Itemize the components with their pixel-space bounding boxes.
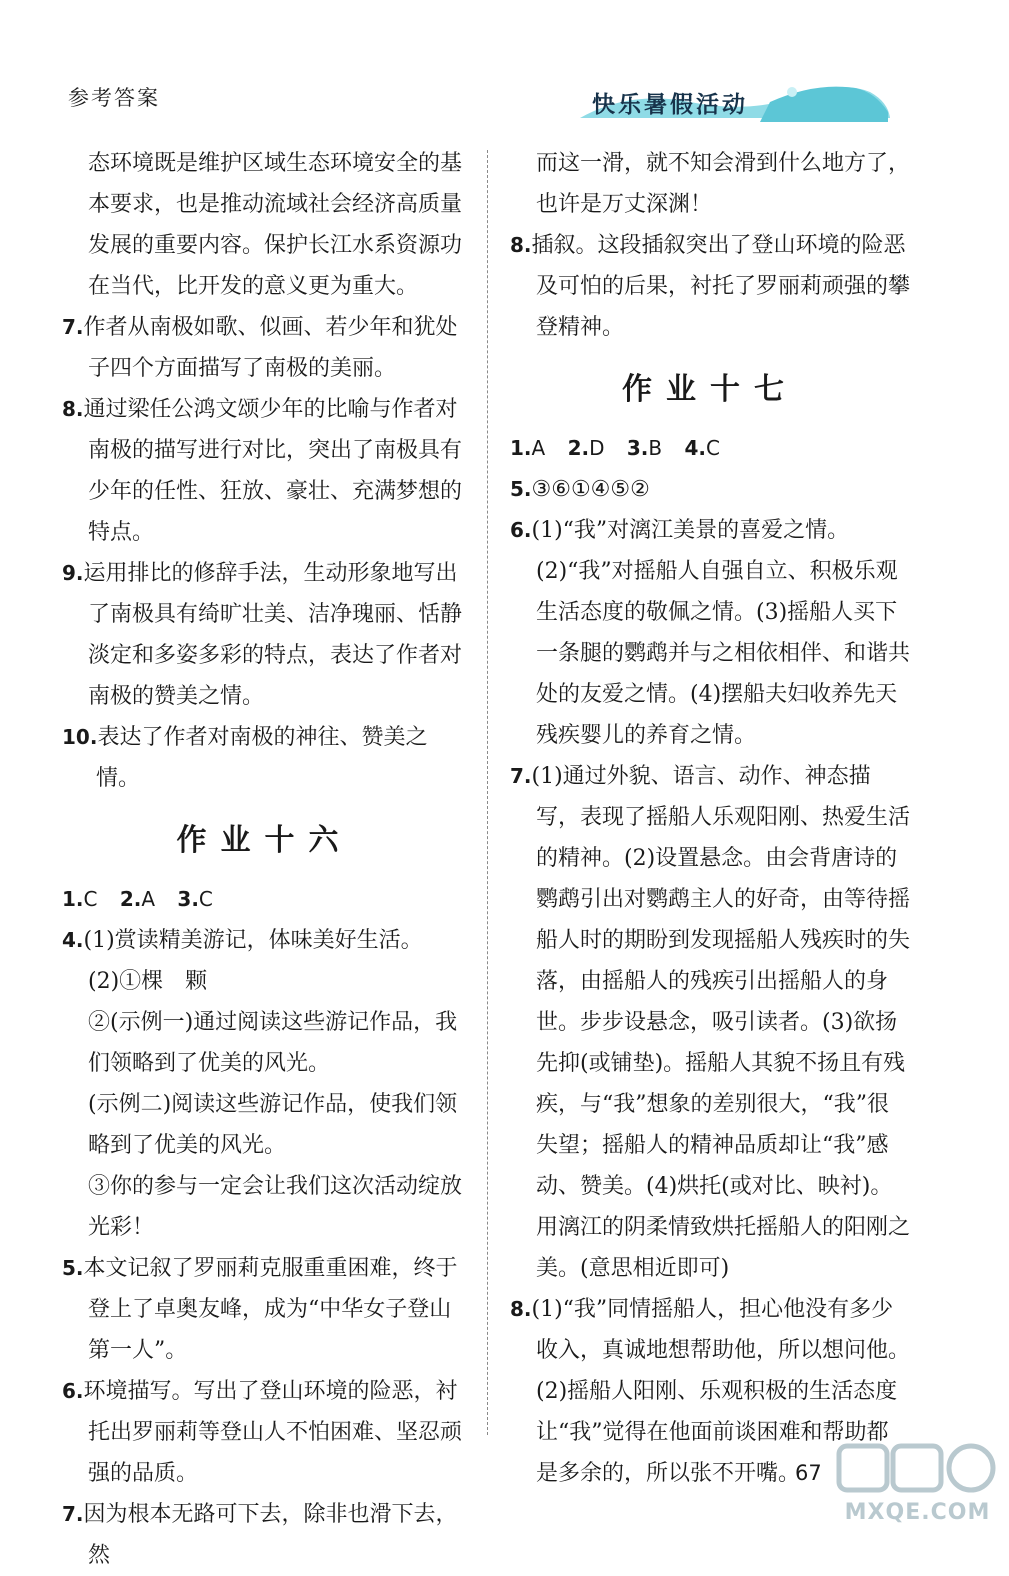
answer-choice: C	[198, 887, 213, 911]
answer-choice: D	[589, 436, 605, 460]
answer-text: 表达了作者对南极的神往、赞美之情。	[96, 725, 428, 791]
answer-number: 5.	[510, 477, 532, 501]
answer-number: 1.	[62, 887, 84, 911]
watermark-badge-icon	[835, 1440, 1000, 1500]
answer-16-8	[510, 225, 910, 348]
answer-text: 通过梁任公鸿文颂少年的比喻与作者对南极的描写进行对比，突出了南极具有少年的任性、狂放、豪壮、充满梦想的特点。	[83, 397, 463, 545]
header-banner	[570, 72, 900, 132]
watermark-logo	[835, 1440, 1000, 1532]
left-column	[62, 143, 467, 1576]
answer-text: 运用排比的修辞手法，生动形象地写出了南极具有绮旷壮美、洁净瑰丽、恬静淡定和多姿多彩的特点，表达了作者对南极的赞美之情。	[83, 561, 463, 709]
answer-text: ③⑥①④⑤②	[531, 477, 650, 502]
answer-16-4-part5: ③你的参与一定会让我们这次活动绽放光彩！	[88, 1174, 463, 1240]
answer-choice: B	[648, 436, 663, 460]
answer-choice: A	[531, 436, 546, 460]
answer-10	[62, 717, 467, 799]
answer-number: 10.	[62, 725, 98, 749]
answer-number: 8.	[62, 397, 84, 421]
answer-7	[62, 307, 467, 389]
answer-text: (1)赏读精美游记，体味美好生活。	[83, 928, 423, 953]
answer-text: 作者从南极如歌、似画、若少年和犹处子四个方面描写了南极的美丽。	[83, 315, 458, 381]
answer-number: 4.	[62, 928, 84, 952]
section-title-17: 作业十七	[622, 372, 798, 407]
answer-text: 插叙。这段插叙突出了登山环境的险恶及可怕的后果，衬托了罗丽莉顽强的攀登精神。	[531, 233, 911, 340]
answer-16-4-part3: ②(示例一)通过阅读这些游记作品，我们领略到了优美的风光。	[88, 1010, 458, 1076]
header-left-title: 参考答案	[68, 86, 160, 110]
answer-16-7	[62, 1494, 467, 1576]
banner-title: 快乐暑假活动	[592, 92, 748, 118]
answer-text: (1)“我”对漓江美景的喜爱之情。(2)“我”对摇船人自强自立、积极乐观生活态度的敬佩之情。(3)摇船人买下一条腿的鹦鹉并与之相依相伴、和谐共处的友爱之情。(4)摆船夫妇收养先天残疾婴儿的养育之情。	[531, 518, 911, 748]
answer-17-6	[510, 510, 910, 756]
answer-text: (1)通过外貌、语言、动作、神态描写，表现了摇船人乐观阳刚、热爱生活的精神。(2)设置悬念。由会背唐诗的鹦鹉引出对鹦鹉主人的好奇，由等待摇船人时的期盼到发现摇船人残疾时的失落，由摇船人的残疾引出摇船人的身世。步步设悬念，吸引读者。(3)欲扬先抑(或铺垫)。摇船人其貌不扬且有残疾，与“我”想象的差别很大，“我”很失望；摇船人的精神品质却让“我”感动、赞美。(4)烘托(或对比、映衬)。用漓江的阴柔情致烘托摇船人的阳刚之美。(意思相近即可)	[531, 764, 911, 1281]
column-divider	[487, 150, 488, 1435]
answer-number: 5.	[62, 1256, 84, 1280]
answer-16-5	[62, 1248, 467, 1371]
mc-answers-16	[62, 879, 467, 920]
answer-number: 3.	[626, 436, 649, 460]
answer-choice: C	[705, 436, 720, 460]
right-column	[510, 143, 910, 1494]
answer-16-6	[62, 1371, 467, 1494]
section-title-16: 作业十六	[176, 823, 353, 858]
answer-number: 6.	[62, 1379, 84, 1403]
answer-17-7	[510, 756, 910, 1289]
answer-text: 本文记叙了罗丽莉克服重重困难，终于登上了卓奥友峰，成为“中华女子登山第一人”。	[83, 1256, 458, 1363]
answer-16-4-part2: (2)①棵 颗	[88, 969, 208, 994]
answer-number: 9.	[62, 561, 84, 585]
answer-16-4-part4: (示例二)阅读这些游记作品，使我们领略到了优美的风光。	[88, 1092, 458, 1158]
right-continuation-text: 而这一滑，就不知会滑到什么地方了，也许是万丈深渊！	[536, 151, 911, 217]
answer-number: 7.	[62, 315, 84, 339]
answer-number: 8.	[510, 233, 532, 257]
answer-text: (1)“我”同情摇船人，担心他没有多少收入，真诚地想帮助他，所以想问他。(2)摇船人阳刚、乐观积极的生活态度让“我”觉得在他面前谈困难和帮助都是多余的，所以张不开嘴。	[531, 1297, 911, 1486]
answer-number: 1.	[510, 436, 532, 460]
answer-number: 2.	[567, 436, 590, 460]
answer-number: 8.	[510, 1297, 532, 1321]
watermark-text: MXQE.COM	[844, 1500, 991, 1525]
answer-text: 环境描写。写出了登山环境的险恶，衬托出罗丽莉等登山人不怕困难、坚忍顽强的品质。	[83, 1379, 463, 1486]
answer-choice: C	[83, 887, 98, 911]
answer-number: 6.	[510, 518, 532, 542]
answer-16-4	[62, 920, 467, 961]
answer-number: 7.	[510, 764, 532, 788]
answer-number: 4.	[684, 436, 706, 460]
answer-number: 3.	[177, 887, 199, 911]
answer-8	[62, 389, 467, 553]
answer-number: 7.	[62, 1502, 84, 1526]
answer-9	[62, 553, 467, 717]
mc-answers-17	[510, 428, 910, 469]
answer-17-5	[510, 469, 910, 510]
answer-text: 因为根本无路可下去，除非也滑下去，然	[83, 1502, 458, 1568]
left-continuation-text: 态环境既是维护区域生态环境安全的基本要求，也是推动流域社会经济高质量发展的重要内容。保护长江水系资源功在当代，比开发的意义更为重大。	[88, 151, 463, 299]
answer-number: 2.	[119, 887, 142, 911]
answer-choice: A	[141, 887, 156, 911]
page-number: 67	[795, 1461, 822, 1485]
